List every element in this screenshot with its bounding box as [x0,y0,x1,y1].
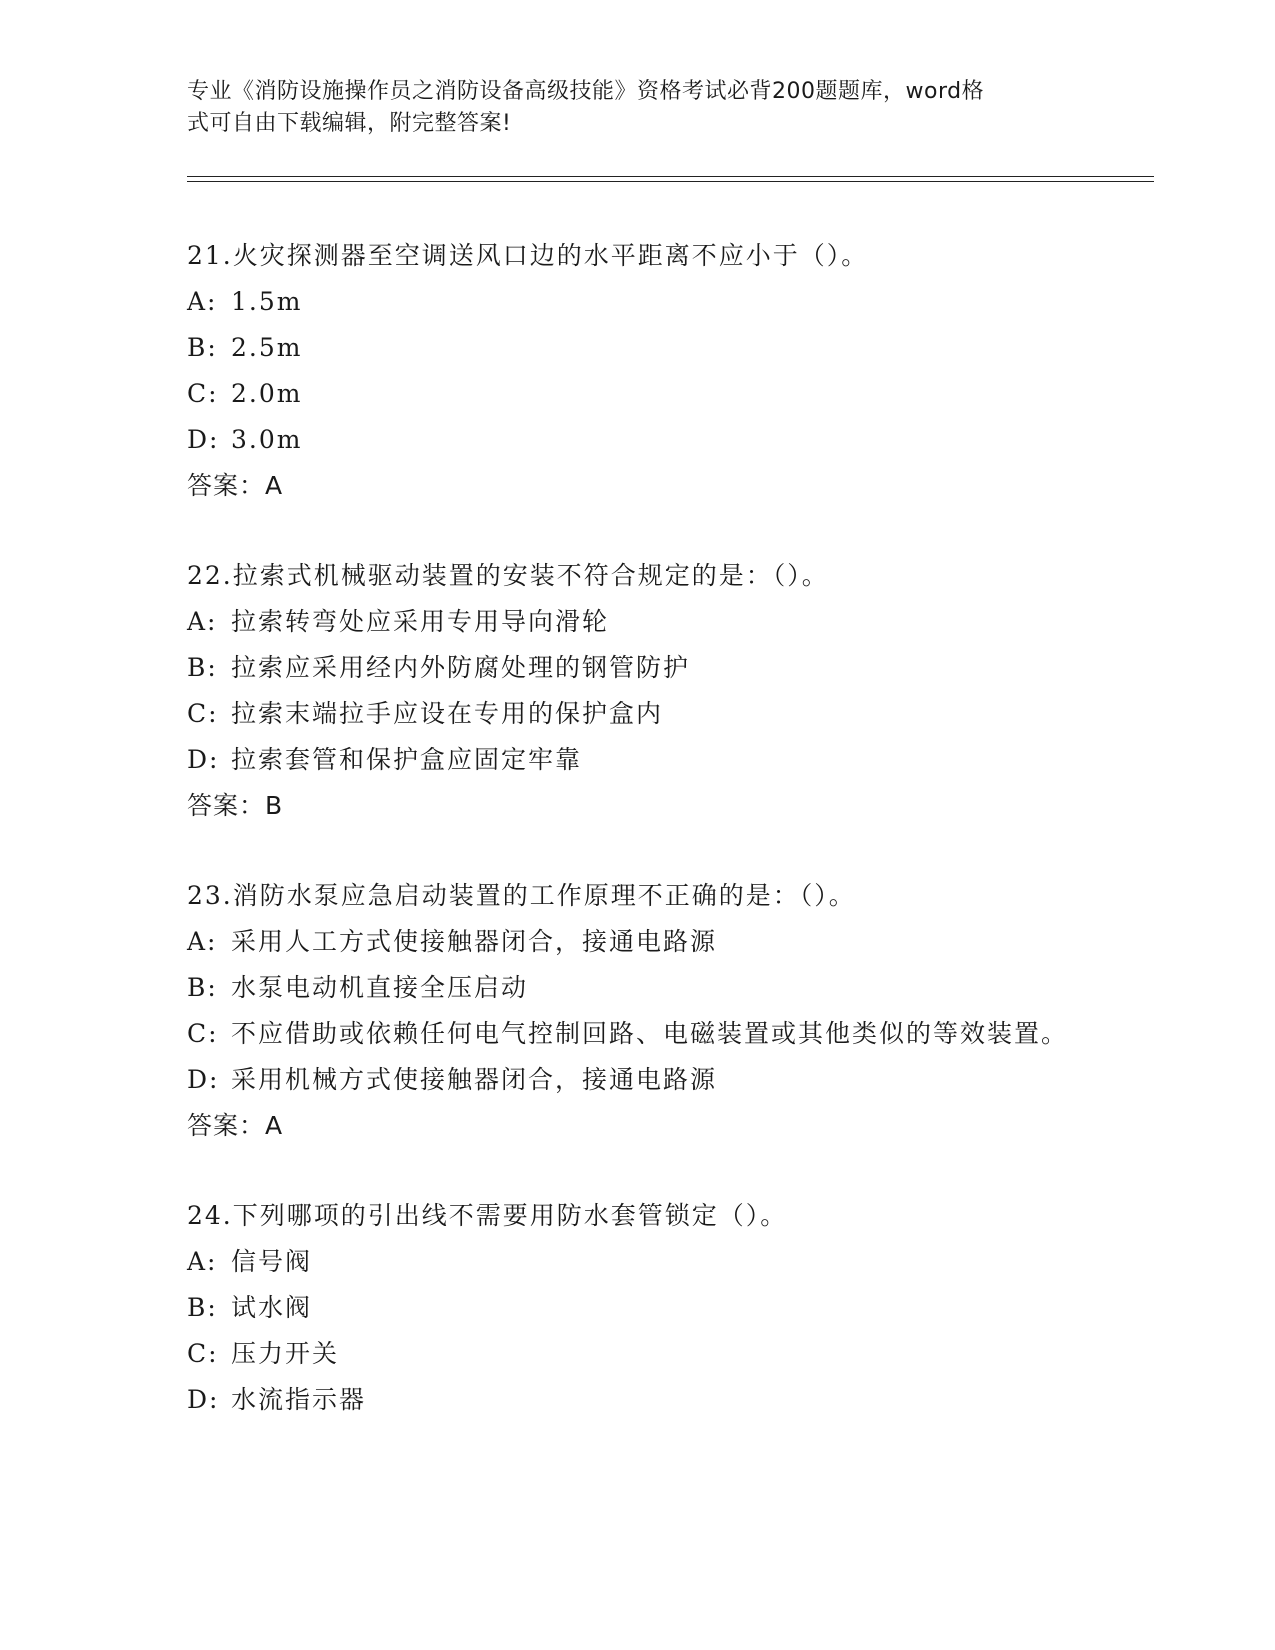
option-b [187,965,1087,1011]
option-text: 采用人工方式使接触器闭合，接通电路源 [231,927,718,956]
option-label: C: [187,1339,219,1368]
option-text: 3.0m [231,425,303,454]
option-text: 采用机械方式使接触器闭合，接通电路源 [231,1065,718,1094]
option-text: 信号阀 [231,1247,313,1276]
option-label: B: [187,973,218,1002]
answer-line: 答案：A [187,1111,284,1140]
header-line-2: 式可自由下载编辑，附完整答案! [187,111,512,136]
option-c [187,1011,1087,1057]
option-label: A: [187,607,218,636]
header-divider-bottom [187,181,1154,182]
option-b [187,645,1087,691]
option-b [187,325,1087,371]
question-stem: 24.下列哪项的引出线不需要用防水套管锁定（）。 [187,1201,788,1230]
option-label: D: [187,745,220,774]
option-label: A: [187,927,218,956]
option-text: 2.0m [231,379,303,408]
option-text: 拉索套管和保护盒应固定牢靠 [231,745,583,774]
option-text: 2.5m [231,333,303,362]
option-c [187,371,1087,417]
answer-line: 答案：B [187,791,284,820]
option-text: 拉索转弯处应采用专用导向滑轮 [231,607,610,636]
question-21 [187,233,1087,509]
document-header [187,76,1067,140]
question-stem: 21.火灾探测器至空调送风口边的水平距离不应小于（）。 [187,241,869,270]
question-24 [187,1193,1087,1423]
option-text: 压力开关 [231,1339,340,1368]
question-22 [187,553,1087,829]
option-text: 1.5m [231,287,303,316]
option-c [187,691,1087,737]
option-a [187,599,1087,645]
header-divider-top [187,176,1154,177]
option-label: B: [187,1293,218,1322]
option-d [187,737,1087,783]
option-d [187,1377,1087,1423]
option-label: C: [187,1019,219,1048]
option-text: 拉索应采用经内外防腐处理的钢管防护 [231,653,691,682]
question-stem: 23.消防水泵应急启动装置的工作原理不正确的是：（）。 [187,881,856,910]
option-text: 水泵电动机直接全压启动 [231,973,529,1002]
option-a [187,919,1087,965]
option-a [187,1239,1087,1285]
option-label: B: [187,333,218,362]
option-a [187,279,1087,325]
header-line-1: 专业《消防设施操作员之消防设备高级技能》资格考试必背200题题库，word格 [187,79,985,104]
option-label: A: [187,1247,218,1276]
option-text: 试水阀 [231,1293,313,1322]
option-text: 拉索末端拉手应设在专用的保护盒内 [231,699,664,728]
option-label: C: [187,699,219,728]
answer-line: 答案：A [187,471,284,500]
option-label: D: [187,1065,220,1094]
question-23 [187,873,1087,1149]
option-label: A: [187,287,218,316]
question-stem: 22.拉索式机械驱动装置的安装不符合规定的是：（）。 [187,561,829,590]
option-d [187,1057,1087,1103]
option-label: B: [187,653,218,682]
option-b [187,1285,1087,1331]
question-list [187,233,1087,1467]
option-text: 水流指示器 [231,1385,367,1414]
option-label: C: [187,379,219,408]
option-text: 不应借助或依赖任何电气控制回路、电磁装置或其他类似的等效装置。 [231,1019,1069,1048]
option-label: D: [187,1385,220,1414]
option-d [187,417,1087,463]
option-c [187,1331,1087,1377]
option-label: D: [187,425,220,454]
